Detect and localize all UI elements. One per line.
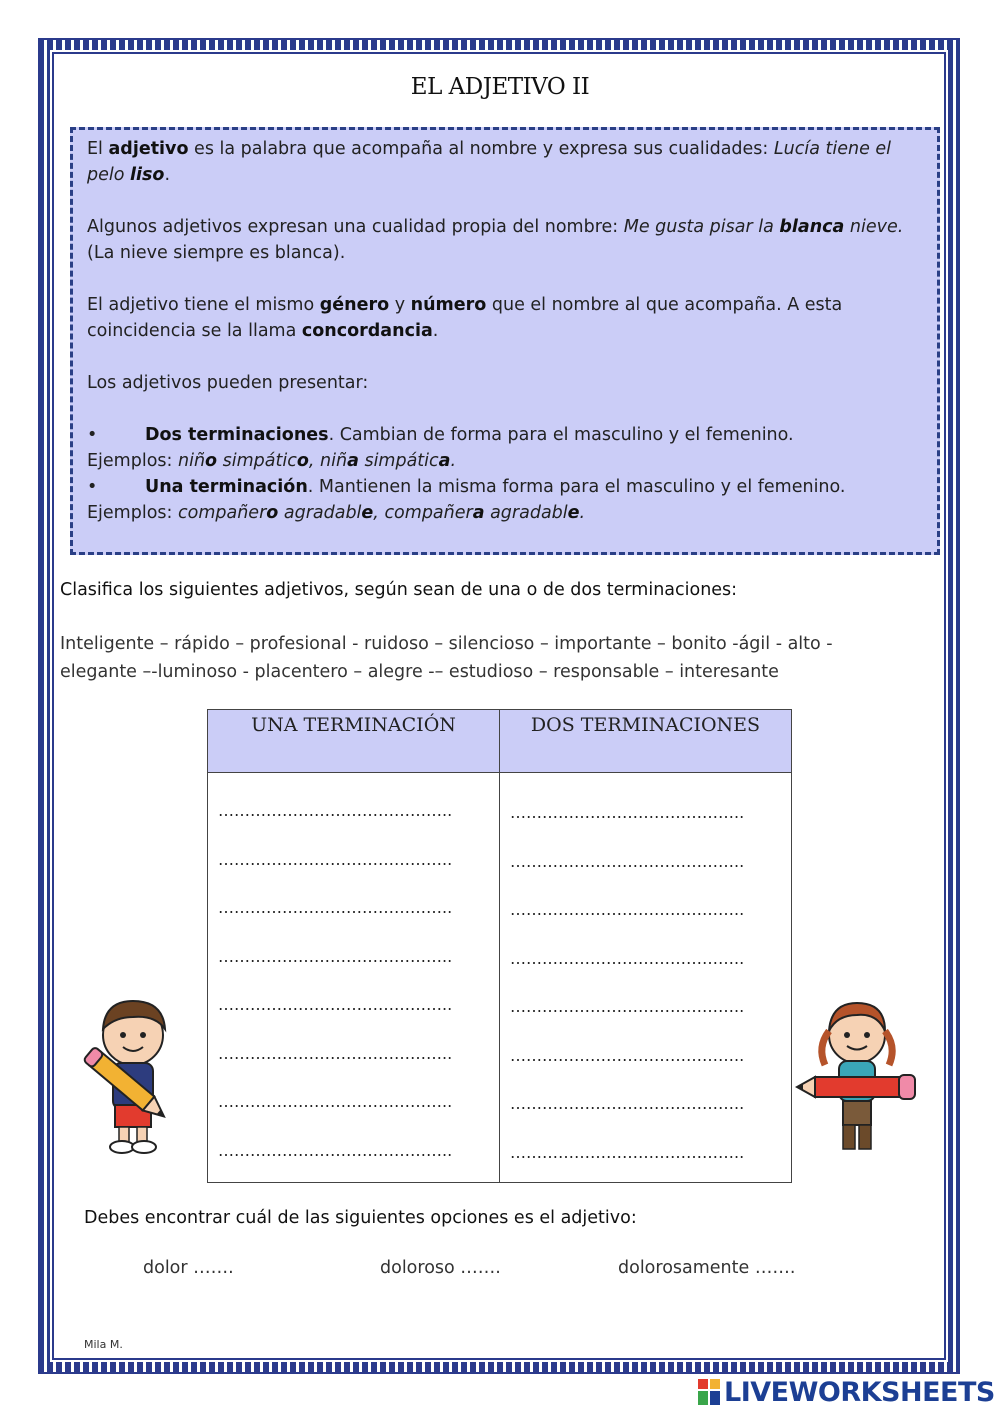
example-word: niñ: [320, 451, 348, 471]
separator: ,: [308, 451, 321, 471]
option-blank[interactable]: …….: [187, 1258, 234, 1278]
examples-label: Ejemplos:: [87, 451, 178, 471]
example-text: nieve.: [844, 217, 904, 237]
answer-blank[interactable]: ……………………………………..: [218, 1043, 453, 1063]
example-ending: o: [205, 451, 218, 471]
answer-blank[interactable]: ……………………………………..: [510, 997, 745, 1016]
answer-blank[interactable]: ……………………………………..: [510, 948, 745, 968]
separator: .: [579, 503, 586, 523]
bullet-dot: •: [87, 477, 98, 497]
example-adjective: blanca: [779, 217, 845, 237]
find-adjective-question: Debes encontrar cuál de las siguientes opciones es el adjetivo:: [84, 1208, 637, 1228]
text: El adjetivo tiene el mismo: [87, 295, 320, 315]
theory-paragraph-definition: [87, 136, 919, 188]
example-ending: a: [347, 451, 359, 471]
bold-text: Una terminación: [145, 477, 308, 497]
adjective-word-list: [60, 630, 940, 686]
worksheet-title: EL ADJETIVO II: [410, 74, 590, 100]
author-credit: Mila M.: [84, 1338, 123, 1351]
liveworksheets-brand: [698, 1376, 995, 1408]
answer-blank[interactable]: ……………………………………..: [510, 1142, 745, 1162]
separator: .: [450, 451, 457, 471]
brand-text: LIVEWORKSHEETS: [724, 1376, 995, 1408]
option-doloroso: [380, 1258, 501, 1278]
examples-two-endings: [87, 448, 919, 474]
examples-label: Ejemplos:: [87, 503, 178, 523]
one-ending-answer-column: [208, 773, 500, 1183]
answer-blank[interactable]: ……………………………………..: [218, 946, 453, 966]
option-word: dolor: [143, 1258, 188, 1278]
text: que el nombre al que acompaña. A esta coincidencia se la llama: [87, 295, 843, 341]
text: .: [432, 321, 439, 341]
bullet-one-ending: [87, 474, 919, 500]
answer-blank[interactable]: ……………………………………..: [510, 851, 745, 871]
example-ending: e: [361, 503, 374, 523]
option-blank[interactable]: …….: [454, 1258, 501, 1278]
word-list-line: elegante –-luminoso - placentero – alegre -– estudioso – responsable – interesante: [60, 662, 779, 682]
theory-paragraph-agreement: [87, 292, 919, 344]
example-ending: o: [266, 503, 279, 523]
girl-with-pencil-illustration: [795, 995, 920, 1160]
example-adjective: liso: [130, 165, 165, 185]
example-word: compañer: [384, 503, 473, 523]
bold-text: género: [319, 295, 390, 315]
column-header-two-endings: DOS TERMINACIONES: [500, 710, 792, 773]
text: (La nieve siempre es blanca).: [87, 243, 346, 263]
answer-blank[interactable]: ……………………………………..: [510, 1094, 745, 1113]
example-word: simpátic: [217, 451, 297, 471]
text: . Cambian de forma para el masculino y el femenino.: [328, 425, 794, 445]
theory-paragraph-proper-quality: [87, 214, 919, 266]
answer-blank[interactable]: ……………………………………..: [218, 1092, 453, 1111]
boy-with-pencil-illustration: [75, 995, 185, 1160]
answer-blank[interactable]: ……………………………………..: [218, 849, 453, 869]
two-endings-answer-column: [500, 773, 792, 1183]
text: El: [87, 139, 109, 159]
example-ending: e: [567, 503, 580, 523]
answer-blank[interactable]: ……………………………………..: [218, 898, 453, 917]
answer-blank[interactable]: ……………………………………..: [510, 1045, 745, 1065]
bullet-two-endings: [87, 422, 919, 448]
text: Algunos adjetivos expresan una cualidad propia del nombre:: [87, 217, 624, 237]
text: . Mantienen la misma forma para el masculino y el femenino.: [307, 477, 846, 497]
bold-text: número: [410, 295, 487, 315]
option-dolor: [143, 1258, 234, 1278]
bullet-dot: •: [87, 425, 98, 445]
answer-blank[interactable]: ……………………………………..: [510, 900, 745, 919]
word-list-line: Inteligente – rápido – profesional - ruidoso – silencioso – importante – bonito -ágil - alto -: [60, 634, 833, 654]
example-text: Me gusta pisar la: [623, 217, 780, 237]
classification-table: [207, 709, 792, 1183]
bold-text: concordancia: [301, 321, 433, 341]
text: .: [164, 165, 171, 185]
example-word: niñ: [178, 451, 206, 471]
example-word: agradabl: [484, 503, 568, 523]
option-dolorosamente: [618, 1258, 795, 1278]
column-header-one-ending: UNA TERMINACIÓN: [208, 710, 500, 773]
bold-text: Dos terminaciones: [145, 425, 329, 445]
text: es la palabra que acompaña al nombre y expresa sus cualidades:: [188, 139, 774, 159]
option-word: dolorosamente: [618, 1258, 750, 1278]
example-ending: o: [296, 451, 309, 471]
liveworksheets-logo-icon: [698, 1379, 720, 1405]
example-ending: a: [472, 503, 485, 523]
separator: ,: [373, 503, 385, 523]
example-word: simpátic: [358, 451, 439, 471]
answer-blank[interactable]: ……………………………………..: [218, 1140, 453, 1160]
example-text: Lucía tiene el pelo: [87, 139, 892, 185]
option-blank[interactable]: …….: [749, 1258, 796, 1278]
answer-blank[interactable]: ……………………………………..: [510, 803, 745, 822]
example-ending: a: [438, 451, 451, 471]
example-word: agradabl: [278, 503, 362, 523]
examples-one-ending: [87, 500, 919, 526]
bold-text: adjetivo: [108, 139, 189, 159]
theory-paragraph-types-intro: Los adjetivos pueden presentar:: [87, 373, 369, 393]
answer-blank[interactable]: ……………………………………..: [218, 801, 453, 820]
text: y: [389, 295, 411, 315]
example-word: compañer: [178, 503, 267, 523]
option-word: doloroso: [380, 1258, 455, 1278]
classify-instruction: Clasifica los siguientes adjetivos, según sean de una o de dos terminaciones:: [60, 580, 738, 600]
theory-box: [70, 127, 940, 555]
answer-blank[interactable]: ……………………………………..: [218, 995, 453, 1014]
